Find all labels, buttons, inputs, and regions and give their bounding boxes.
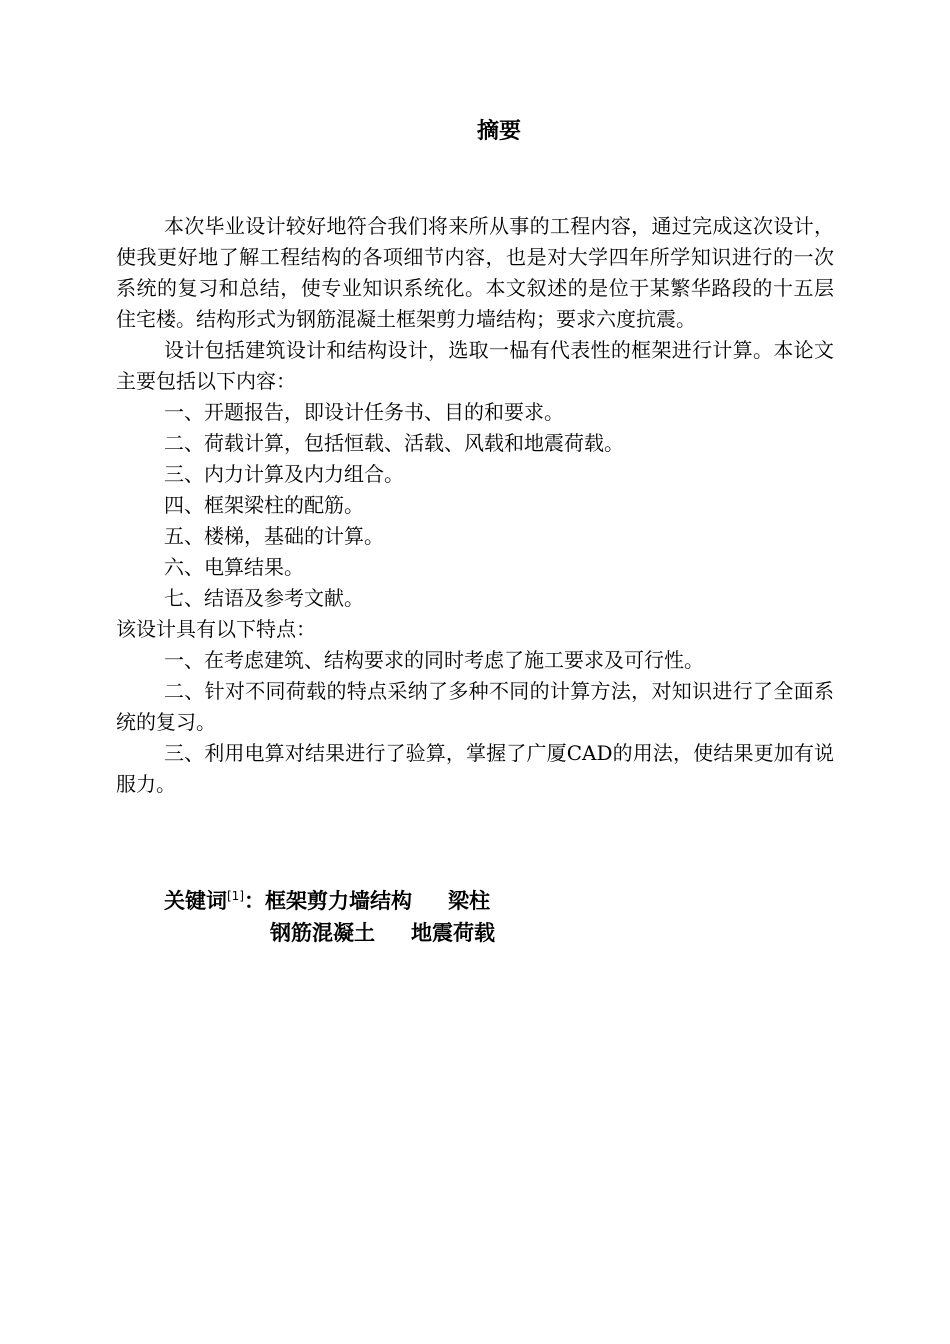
keywords-line-2 bbox=[164, 917, 495, 949]
keyword-2: 梁柱 bbox=[448, 889, 490, 913]
keywords-separator: ： bbox=[244, 889, 265, 913]
keywords-line-1 bbox=[164, 880, 495, 917]
list-item-1: 一、开题报告，即设计任务书、目的和要求。 bbox=[164, 400, 564, 424]
list-item-4: 四、框架梁柱的配筋。 bbox=[164, 493, 364, 517]
features-heading: 该设计具有以下特点： bbox=[116, 617, 316, 641]
list-item-6: 六、电算结果。 bbox=[164, 555, 304, 579]
feature-item-3: 三、利用电算对结果进行了验算，掌握了广厦CAD的用法，使结果更加有说服力。 bbox=[116, 741, 834, 796]
paragraph-scope: 设计包括建筑设计和结构设计，选取一榀有代表性的框架进行计算。本论文主要包括以下内容： bbox=[116, 338, 834, 393]
abstract-body bbox=[116, 211, 834, 800]
keywords-label: 关键词[1] bbox=[164, 889, 244, 913]
list-item-7: 七、结语及参考文献。 bbox=[164, 586, 364, 610]
footnote-reference[interactable]: [1] bbox=[227, 889, 244, 903]
keyword-1: 框架剪力墙结构 bbox=[265, 889, 412, 913]
abstract-title: 摘要 bbox=[476, 119, 521, 144]
feature-item-1: 一、在考虑建筑、结构要求的同时考虑了施工要求及可行性。 bbox=[164, 648, 704, 672]
list-item-2: 二、荷载计算，包括恒载、活载、风载和地震荷载。 bbox=[164, 431, 624, 455]
list-item-3: 三、内力计算及内力组合。 bbox=[164, 462, 404, 486]
list-item-5: 五、楼梯，基础的计算。 bbox=[164, 524, 384, 548]
feature-item-2: 二、针对不同荷载的特点采纳了多种不同的计算方法，对知识进行了全面系统的复习。 bbox=[116, 679, 834, 734]
keyword-4: 地震荷载 bbox=[411, 921, 495, 945]
keywords-block bbox=[164, 880, 495, 949]
keyword-3: 钢筋混凝土 bbox=[270, 921, 375, 945]
paragraph-intro: 本次毕业设计较好地符合我们将来所从事的工程内容，通过完成这次设计，使我更好地了解工程结构的各项细节内容，也是对大学四年所学知识进行的一次系统的复习和总结，使专业知识系统化。本文叙述的是位于某繁华路段的十五层住宅楼。结构形式为钢筋混凝土框架剪力墙结构；要求六度抗震。 bbox=[116, 214, 834, 331]
